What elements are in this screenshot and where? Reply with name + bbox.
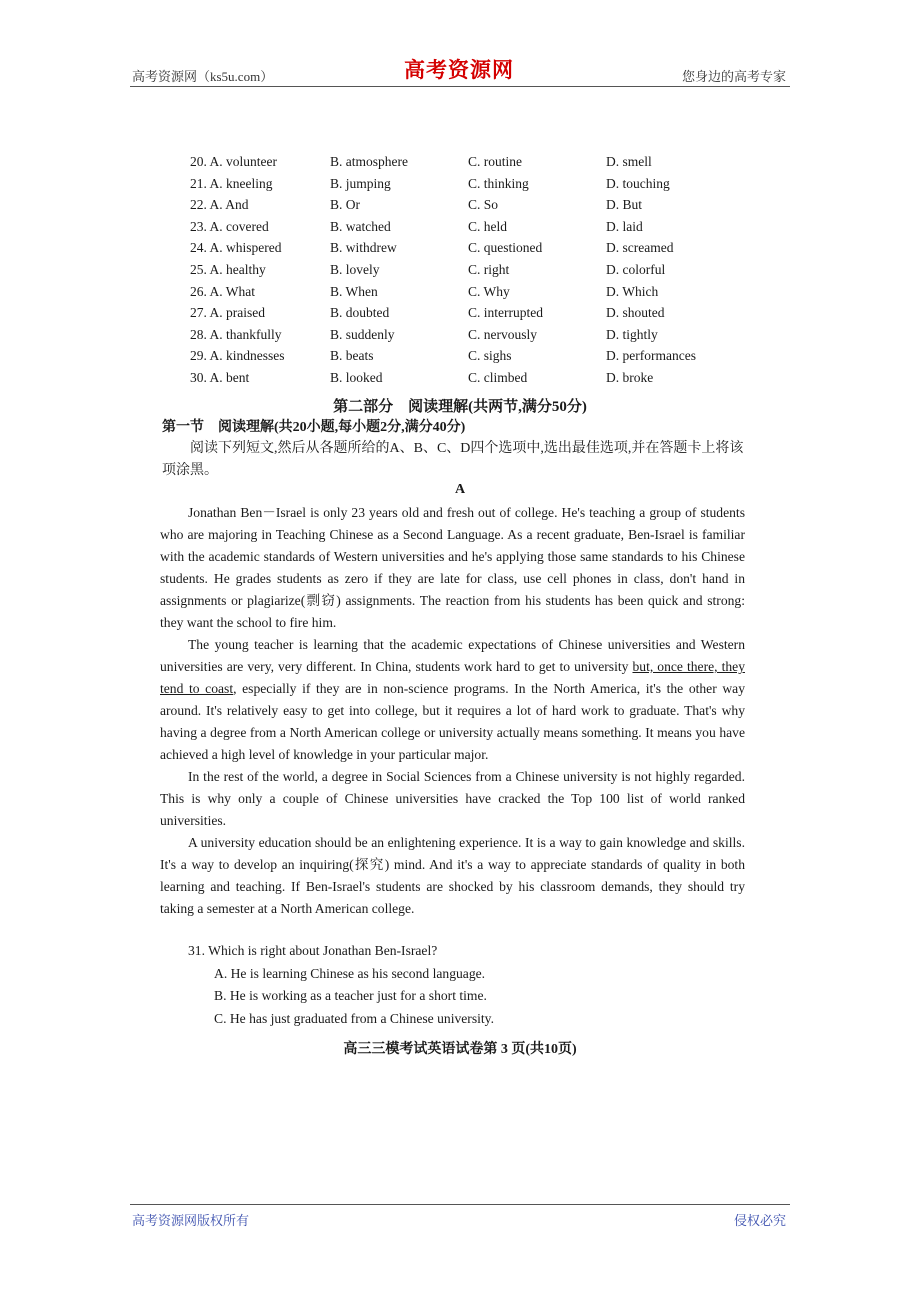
- option-a: 26. A. What: [190, 283, 256, 299]
- header-site-name: 高考资源网（ks5u.com）: [132, 69, 274, 84]
- option-c: C. Why: [468, 283, 510, 299]
- option-b: B. watched: [330, 218, 391, 234]
- option-c: C. sighs: [468, 348, 512, 364]
- option-c: C. nervously: [468, 326, 537, 342]
- footer-rights[interactable]: 侵权必究: [733, 1213, 786, 1228]
- option-a: 28. A. thankfully: [190, 326, 282, 342]
- option-b: B. suddenly: [330, 326, 395, 342]
- option-d: D. smell: [606, 154, 652, 169]
- option-b: B. When: [330, 283, 378, 299]
- passage-paragraph-1: Jonathan Ben－Israel is only 23 years old and fresh out of college. He's teaching a group of students who are majoring in Teaching Chinese as a Second Language. As a recent graduate, Ben-Israel is familiar with the academic standards of Western universities and he's applying those same standards to his Chinese students. He grades students as zero if they are late for class, use cell phones in class, don't hand in assignments or plagiarize(剽窃) assignments. The reaction from his students has been quick and strong: they want the school to fire him.: [160, 505, 745, 630]
- option-b: B. beats: [330, 348, 374, 364]
- footer-copyright[interactable]: 高考资源网版权所有: [132, 1213, 250, 1228]
- option-row-22: [190, 197, 750, 219]
- option-b: B. doubted: [330, 305, 390, 321]
- option-row-25: [190, 262, 750, 284]
- option-c: C. interrupted: [468, 305, 543, 321]
- passage-paragraph-3: In the rest of the world, a degree in Social Sciences from a Chinese university is not highly regarded. This is why only a couple of Chinese universities have cracked the Top 100 list of world ranked universities.: [160, 769, 745, 828]
- option-row-23: [190, 219, 750, 241]
- option-c: C. climbed: [468, 369, 528, 385]
- option-a: 30. A. bent: [190, 369, 250, 385]
- option-a: 21. A. kneeling: [190, 175, 273, 191]
- option-row-30: [190, 370, 750, 392]
- option-c: C. So: [468, 197, 499, 213]
- option-b: B. atmosphere: [330, 154, 408, 169]
- option-d: D. colorful: [606, 261, 666, 277]
- option-d: D. Which: [606, 283, 659, 299]
- option-c: C. routine: [468, 154, 522, 169]
- option-a: 29. A. kindnesses: [190, 348, 285, 364]
- question-stem: 31. Which is right about Jonathan Ben-Israel?: [188, 943, 438, 958]
- option-d: D. touching: [606, 175, 670, 191]
- passage-paragraph-2: The young teacher is learning that the academic expectations of Chinese universities and Western universities are very, very different. In China, students work hard to get to university but, once there, they tend to coast, especially if they are in non-science programs. In the North America, it's the other way around. It's relatively easy to get into college, but it requires a lot of hard work to graduate. That's why having a degree from a North American college or university actually means something. It means you have achieved a high level of knowledge in your particular major.: [160, 637, 745, 762]
- option-b: B. Or: [330, 197, 360, 213]
- option-a: 24. A. whispered: [190, 240, 282, 256]
- part-two-title: 第二部分 阅读理解(共两节,满分50分): [333, 399, 587, 415]
- option-d: D. tightly: [606, 326, 658, 342]
- option-c: C. right: [468, 261, 510, 277]
- option-a: 27. A. praised: [190, 305, 265, 321]
- question-31: [188, 940, 748, 1030]
- option-d: D. But: [606, 197, 643, 213]
- option-row-21: [190, 176, 750, 198]
- page-header: [130, 52, 790, 87]
- option-b: B. lovely: [330, 261, 380, 277]
- option-row-27: [190, 305, 750, 327]
- instructions: 阅读下列短文,然后从各题所给的A、B、C、D四个选项中,选出最佳选项,并在答题卡上将该项涂黑。: [162, 441, 744, 478]
- option-a: 23. A. covered: [190, 218, 269, 234]
- option-b: B. looked: [330, 369, 383, 385]
- option-row-28: [190, 327, 750, 349]
- passage-paragraph-4: A university education should be an enlightening experience. It is a way to gain knowledge and skills. It's a way to develop an inquiring(探究) mind. And it's a way to appreciate standards of quality in both learning and teaching. If Ben-Israel's students are shocked by his classroom demands, they should try taking a semester at a North American college.: [160, 835, 745, 916]
- option-b: B. jumping: [330, 175, 391, 191]
- header-slogan: 您身边的高考专家: [681, 69, 786, 84]
- question-choice-c: C. He has just graduated from a Chinese university.: [214, 1010, 494, 1026]
- question-choice-b: B. He is working as a teacher just for a short time.: [214, 988, 487, 1003]
- cloze-options: [190, 154, 750, 392]
- option-d: D. screamed: [606, 240, 674, 256]
- question-choice-a: A. He is learning Chinese as his second language.: [214, 965, 486, 981]
- underlined-phrase: but, once there, they tend to coast: [160, 659, 745, 696]
- option-a: 25. A. healthy: [190, 261, 266, 277]
- option-c: C. thinking: [468, 175, 529, 191]
- option-d: D. broke: [606, 369, 654, 385]
- reading-passage: [160, 502, 745, 920]
- passage-label: A: [454, 482, 466, 497]
- page-footer: [130, 1204, 790, 1229]
- option-a: 20. A. volunteer: [190, 154, 277, 169]
- option-d: D. shouted: [606, 305, 665, 321]
- option-row-29: [190, 348, 750, 370]
- option-row-24: [190, 240, 750, 262]
- option-row-20: [190, 154, 750, 176]
- option-c: C. questioned: [468, 240, 543, 256]
- section-one-title: 第一节 阅读理解(共20小题,每小题2分,满分40分): [162, 420, 466, 435]
- page-number: 高三三模考试英语试卷第 3 页(共10页): [343, 1042, 577, 1057]
- option-d: D. laid: [606, 218, 643, 234]
- option-d: D. performances: [606, 348, 696, 364]
- option-row-26: [190, 284, 750, 306]
- option-c: C. held: [468, 218, 507, 234]
- header-logo[interactable]: 高考资源网: [404, 58, 514, 82]
- option-a: 22. A. And: [190, 197, 249, 213]
- option-b: B. withdrew: [330, 240, 397, 256]
